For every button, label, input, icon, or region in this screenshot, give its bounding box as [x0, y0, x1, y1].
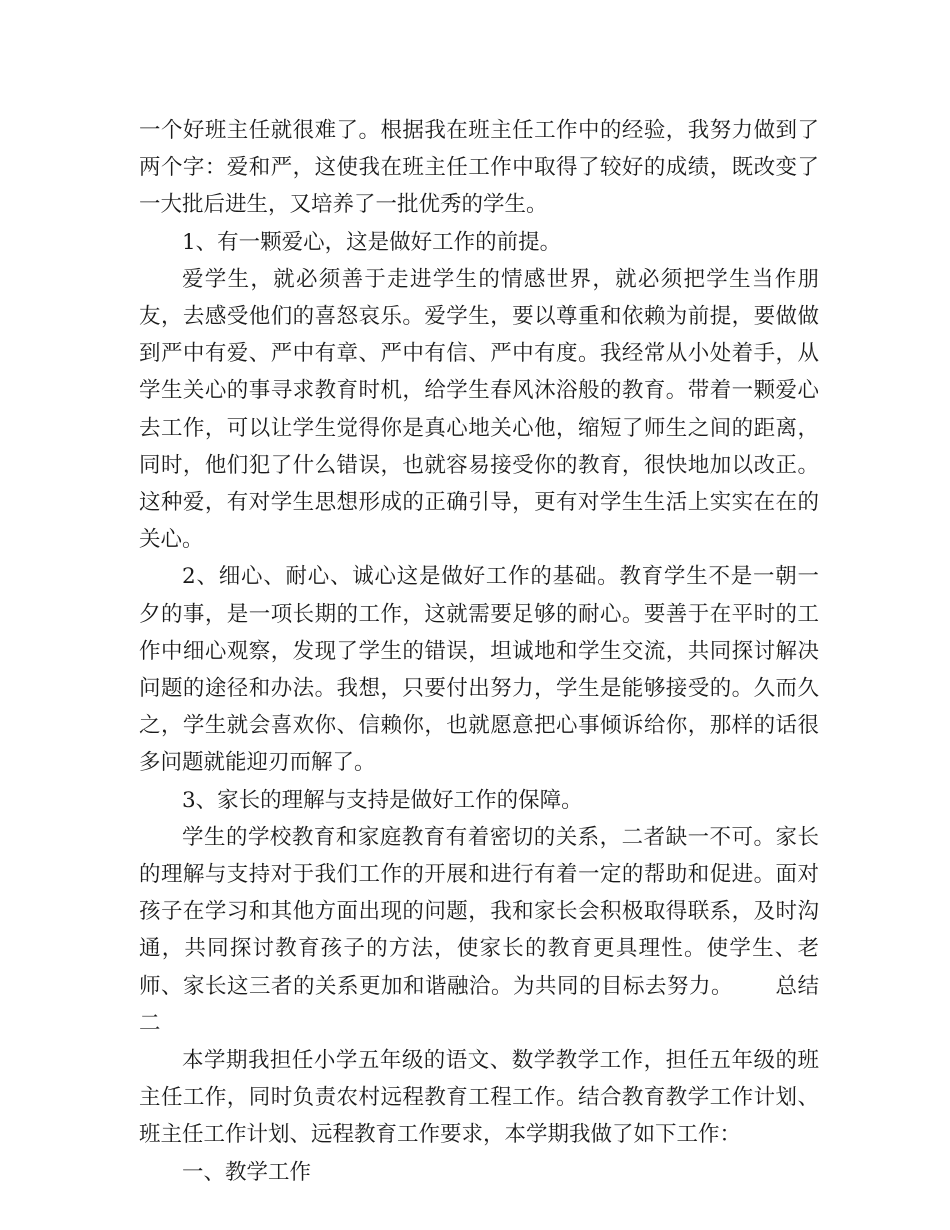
document-body: [139, 112, 819, 1191]
paragraph-semester: 本学期我担任小学五年级的语文、数学教学工作，担任五年级的班主任工作，同时负责农村远程教育工程工作。结合教育教学工作计划、班主任工作计划、远程教育工作要求，本学期我做了如下工作：: [139, 1048, 819, 1148]
point-three-heading: 3、家长的理解与支持是做好工作的保障。: [182, 787, 583, 813]
paragraph-patience: 2、细心、耐心、诚心这是做好工作的基础。教育学生不是一朝一夕的事，是一项长期的工作，这就需要足够的耐心。要善于在平时的工作中细心观察，发现了学生的错误，坦诚地和学生交流，共同探讨解决问题的途径和办法。我想，只要付出努力，学生是能够接受的。久而久之，学生就会喜欢你、信赖你，也就愿意把心事倾诉给你，那样的话很多问题就能迎刃而解了。: [139, 564, 819, 776]
section-heading-summary-two: 总结二: [139, 973, 819, 1036]
paragraph-intro: 一个好班主任就很难了。根据我在班主任工作中的经验，我努力做到了两个字：爱和严，这使我在班主任工作中取得了较好的成绩，既改变了一大批后进生，又培养了一批优秀的学生。: [139, 118, 819, 218]
paragraph-parents-text: 学生的学校教育和家庭教育有着密切的关系，二者缺一不可。家长的理解与支持对于我们工作的开展和进行有着一定的帮助和促进。面对孩子在学习和其他方面出现的问题，我和家长会积极取得联系，及时沟通，共同探讨教育孩子的方法，使家长的教育更具理性。使学生、老师、家长这三者的关系更加和谐融洽。为共同的目标去努力。: [139, 824, 819, 999]
point-one-heading: 1、有一颗爱心，这是做好工作的前提。: [182, 229, 562, 255]
section-heading-teaching: 一、教学工作: [182, 1159, 312, 1185]
paragraph-parents: [139, 819, 819, 1042]
paragraph-love: 爱学生，就必须善于走进学生的情感世界，就必须把学生当作朋友，去感受他们的喜怒哀乐。爱学生，要以尊重和依赖为前提，要做做到严中有爱、严中有章、严中有信、严中有度。我经常从小处着手，从学生关心的事寻求教育时机，给学生春风沐浴般的教育。带着一颗爱心去工作，可以让学生觉得你是真心地关心他，缩短了师生之间的距离，同时，他们犯了什么错误，也就容易接受你的教育，很快地加以改正。这种爱，有对学生思想形成的正确引导，更有对学生生活上实实在在的关心。: [139, 266, 819, 553]
